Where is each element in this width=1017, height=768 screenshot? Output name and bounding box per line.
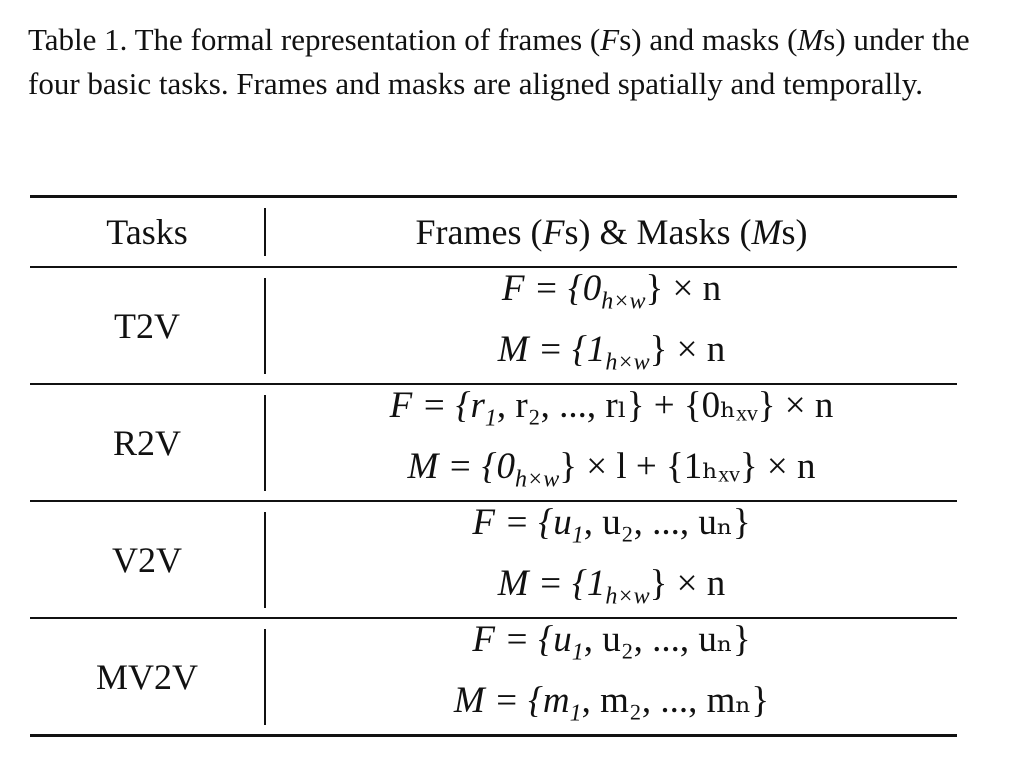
caption-text-2: s) and masks ( — [619, 22, 798, 57]
frames-formula — [266, 265, 957, 325]
task-name: T2V — [114, 305, 180, 346]
task-name: R2V — [112, 422, 181, 463]
frames-formula — [266, 616, 957, 676]
frames-end: } × n — [645, 268, 722, 310]
frames-end: , u₂, ..., uₙ} — [583, 619, 751, 661]
table-row — [30, 268, 957, 383]
masks-sub: h×w — [515, 465, 560, 492]
frames-sub: 1 — [571, 522, 584, 549]
masks-end: } × n — [649, 562, 726, 604]
table-caption — [28, 18, 990, 106]
frames-part: F = {0 — [501, 268, 602, 310]
header-tasks: Tasks — [106, 212, 188, 252]
masks-part: M = {m — [453, 679, 570, 721]
masks-formula — [266, 326, 957, 386]
formula-cell — [266, 499, 957, 620]
masks-sub: 1 — [569, 699, 582, 726]
header-text-2: s) & Masks ( — [564, 212, 752, 252]
table-row — [30, 385, 957, 500]
masks-formula — [266, 443, 957, 503]
frames-sub: 1 — [484, 405, 497, 432]
header-f-symbol: F — [542, 212, 565, 252]
masks-part: M = {1 — [497, 328, 606, 370]
table-row — [30, 619, 957, 734]
masks-end: , m₂, ..., mₙ} — [581, 679, 770, 721]
caption-m-symbol: M — [797, 22, 824, 57]
table-row — [30, 502, 957, 617]
caption-f-symbol: F — [600, 22, 620, 57]
header-m-symbol: M — [751, 212, 782, 252]
header-frames-masks — [266, 211, 957, 253]
frames-part: F = {u — [472, 502, 572, 544]
masks-formula — [266, 560, 957, 620]
frames-sub: 1 — [571, 639, 584, 666]
frames-formula — [266, 382, 957, 442]
task-name: MV2V — [95, 656, 198, 697]
formula-cell — [266, 265, 957, 386]
caption-text-3: s) under the four basic tasks. Frames and masks are aligned spatially and temporally. — [28, 22, 970, 101]
frames-part: F = {u — [472, 619, 572, 661]
frames-formula — [266, 499, 957, 559]
table-header-row — [30, 198, 957, 266]
header-text-1: Frames ( — [415, 212, 543, 252]
masks-part: M = {0 — [407, 445, 516, 487]
tasks-table — [30, 195, 957, 737]
masks-end: } × l + {1ₕₓᵥ} × n — [559, 445, 816, 487]
masks-sub: h×w — [605, 348, 650, 375]
masks-sub: h×w — [605, 582, 650, 609]
masks-end: } × n — [649, 328, 726, 370]
frames-end: , u₂, ..., uₙ} — [583, 502, 751, 544]
task-name: V2V — [112, 539, 182, 580]
frames-part: F = {r — [389, 385, 485, 427]
masks-part: M = {1 — [497, 562, 606, 604]
caption-text-1: Table 1. The formal representation of frames ( — [28, 22, 601, 57]
masks-formula — [266, 677, 957, 737]
frames-sub: h×w — [601, 288, 646, 315]
formula-cell — [266, 616, 957, 737]
frames-end: , r₂, ..., rₗ} + {0ₕₓᵥ} × n — [496, 385, 834, 427]
formula-cell — [266, 382, 957, 503]
header-text-3: s) — [781, 212, 808, 252]
